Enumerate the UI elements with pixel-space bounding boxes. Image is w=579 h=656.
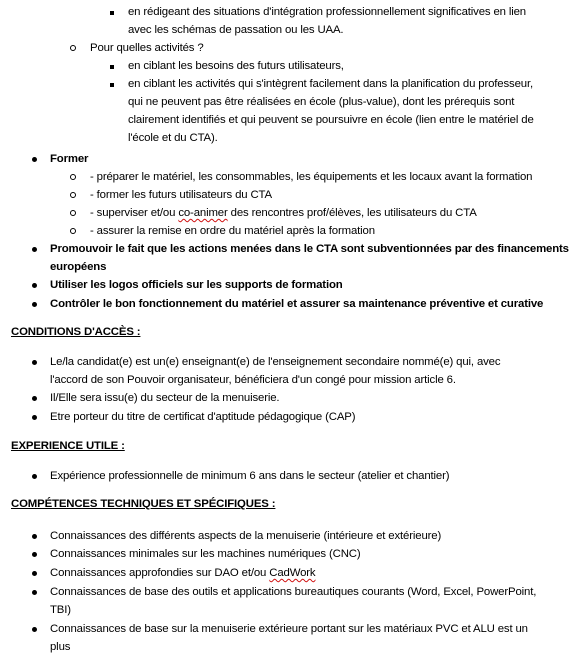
bullet-dot — [32, 247, 37, 252]
list-item-continuation: clairement identifiés et qui peuvent se poursuivre en école (lien entre le matériel de — [128, 114, 534, 126]
former-title: Former — [50, 153, 89, 165]
bold-item-continuation: européens — [50, 261, 107, 273]
bullet-dot — [32, 157, 37, 162]
list-item-continuation: TBI) — [50, 604, 71, 616]
list-item: en rédigeant des situations d'intégration professionnellement significatives en lien — [128, 6, 526, 18]
bullet-dot — [32, 571, 37, 576]
bullet-dot — [32, 534, 37, 539]
list-item: Expérience professionnelle de minimum 6 ans dans le secteur (atelier et chantier) — [50, 470, 450, 482]
bullet-dot — [32, 396, 37, 401]
list-item: Le/la candidat(e) est un(e) enseignant(e) de l'enseignement secondaire nommé(e) qui, avec — [50, 356, 501, 368]
list-item: Connaissances de base des outils et applications bureautiques courants (Word, Excel, PowerPoint, — [50, 586, 537, 598]
bold-item: Contrôler le bon fonctionnement du matériel et assurer sa maintenance préventive et curative — [50, 298, 544, 310]
list-item: Connaissances de base sur la menuiserie extérieure portant sur les matériaux PVC et ALU est un — [50, 623, 528, 635]
square-bullet — [110, 11, 114, 15]
circle-bullet — [70, 192, 76, 198]
bullet-dot — [32, 590, 37, 595]
bold-item: Promouvoir le fait que les actions menées dans le CTA sont subventionnées par des financements — [50, 243, 569, 255]
bullet-dot — [32, 302, 37, 307]
list-item: Connaissances minimales sur les machines numériques (CNC) — [50, 548, 361, 560]
list-item: Connaissances approfondies sur DAO et/ou CadWork — [50, 567, 316, 579]
bold-item: Utiliser les logos officiels sur les supports de formation — [50, 279, 343, 291]
circle-bullet — [70, 174, 76, 180]
bullet-dot — [32, 415, 37, 420]
list-item-continuation: l'école et du CTA). — [128, 132, 218, 144]
section-heading-competences: COMPÉTENCES TECHNIQUES ET SPÉCIFIQUES : — [11, 498, 276, 510]
list-item: en ciblant les activités qui s'intègrent facilement dans la planification du professeur, — [128, 78, 533, 90]
bullet-dot — [32, 283, 37, 288]
bullet-dot — [32, 360, 37, 365]
section-heading-experience: EXPERIENCE UTILE : — [11, 440, 125, 452]
section-heading-conditions: CONDITIONS D'ACCÈS : — [11, 326, 141, 338]
circle-bullet — [70, 210, 76, 216]
square-bullet — [110, 83, 114, 87]
list-item: en ciblant les besoins des futurs utilisateurs, — [128, 60, 344, 72]
list-item: Il/Elle sera issu(e) du secteur de la menuiserie. — [50, 392, 280, 404]
square-bullet — [110, 65, 114, 69]
former-item: - préparer le matériel, les consommables, les équipements et les locaux avant la formation — [90, 171, 533, 183]
list-item-continuation: l'accord de son Pouvoir organisateur, bénéficiera d'un congé pour mission article 6. — [50, 374, 456, 386]
circle-bullet — [70, 228, 76, 234]
former-item: - assurer la remise en ordre du matériel après la formation — [90, 225, 375, 237]
sub-question: Pour quelles activités ? — [90, 42, 204, 54]
bullet-dot — [32, 552, 37, 557]
bullet-dot — [32, 627, 37, 632]
former-item: - superviser et/ou co-animer des rencontres prof/élèves, les utilisateurs du CTA — [90, 207, 477, 219]
list-item: Etre porteur du titre de certificat d'aptitude pédagogique (CAP) — [50, 411, 356, 423]
list-item: Connaissances des différents aspects de la menuiserie (intérieure et extérieure) — [50, 530, 442, 542]
list-item-continuation: qui ne peuvent pas être réalisées en école (plus-value), dont les prérequis sont — [128, 96, 515, 108]
former-item: - former les futurs utilisateurs du CTA — [90, 189, 272, 201]
circle-bullet — [70, 45, 76, 51]
bullet-dot — [32, 474, 37, 479]
list-item-continuation: avec les schémas de passation ou les UAA. — [128, 24, 344, 36]
list-item-continuation: plus — [50, 641, 71, 653]
